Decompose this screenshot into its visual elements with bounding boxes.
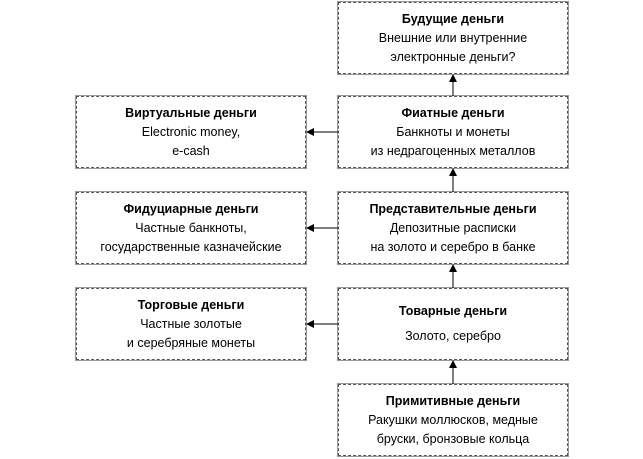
representative-money-title: Представительные деньги xyxy=(369,201,537,216)
future-money-line1: Внешние или внутренние xyxy=(378,30,528,45)
commodity-money-line1: Золото, серебро xyxy=(405,329,501,343)
trade-money-line2: и серебряные монеты xyxy=(126,335,256,350)
representative-money-line2: на золото и серебро в банке xyxy=(370,239,536,254)
primitive-money-title: Примитивные деньги xyxy=(385,393,521,408)
future-money-line2: электронные деньги? xyxy=(390,49,516,64)
primitive-money-line1: Ракушки моллюсков, медные xyxy=(368,412,538,427)
fiduciary-money-title: Фидуциарные деньги xyxy=(123,201,259,216)
virtual-money-line2: e-cash xyxy=(172,143,210,158)
fiduciary-money-line1: Частные банкноты, xyxy=(135,220,247,235)
representative-money-line1: Депозитные расписки xyxy=(389,220,517,235)
fiat-money-line2: из недрагоценных металлов xyxy=(370,143,536,158)
virtual-money-line1: Electronic money, xyxy=(141,124,241,139)
fiat-money-line1: Банкноты и монеты xyxy=(396,124,510,139)
trade-money-title: Торговые деньги xyxy=(137,297,245,312)
trade-money-line1: Частные золотые xyxy=(140,316,242,331)
fiduciary-money-line2: государственные казначейские xyxy=(100,239,282,254)
virtual-money-title: Виртуальные деньги xyxy=(125,105,257,120)
commodity-money-title: Товарные деньги xyxy=(398,304,508,318)
primitive-money-line2: бруски, бронзовые кольца xyxy=(376,431,530,446)
fiat-money-title: Фиатные деньги xyxy=(401,105,505,120)
future-money-title: Будущие деньги xyxy=(401,11,505,26)
